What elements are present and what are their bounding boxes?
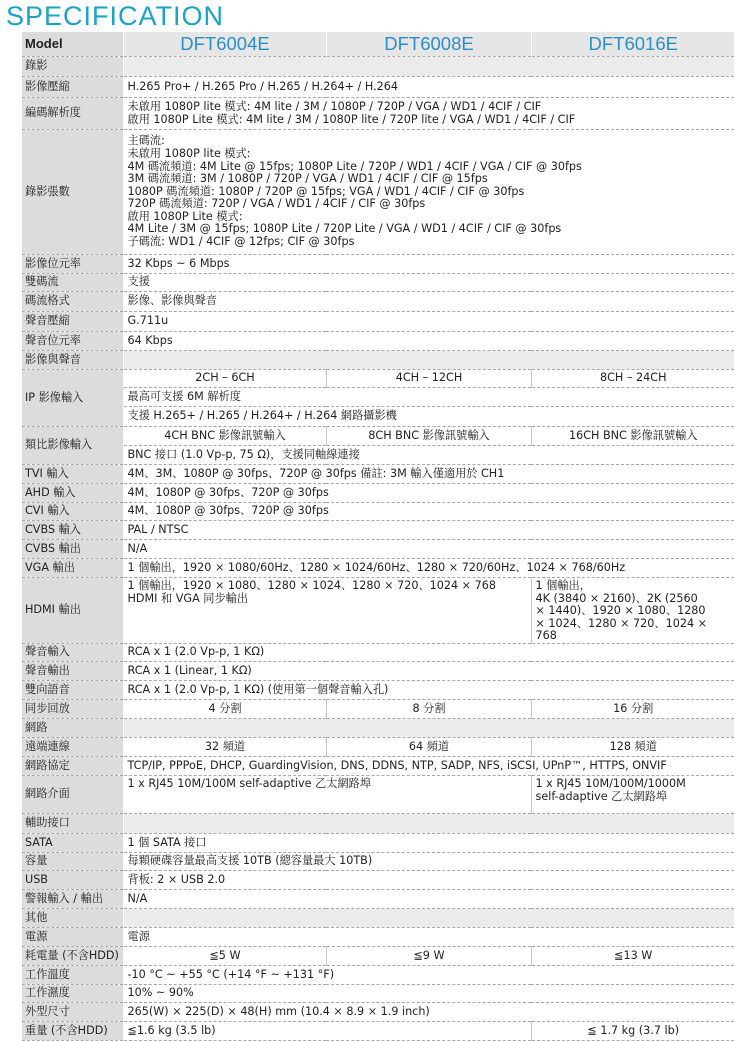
spec-row: [22, 984, 734, 1002]
section-row: [22, 57, 734, 77]
spec-row: [22, 1002, 734, 1021]
model-header-label: Model: [22, 32, 123, 57]
spec-label: 聲音位元率: [22, 332, 123, 351]
spec-row: [22, 870, 734, 889]
spec-label: 聲音壓縮: [22, 312, 123, 332]
spec-row: [22, 775, 734, 813]
spec-label: IP 影像輸入: [22, 370, 123, 427]
spec-row: [22, 77, 734, 98]
spec-row: [22, 407, 734, 427]
spec-label: 碼流格式: [22, 292, 123, 312]
spec-value: 主碼流: 未啟用 1080P lite 模式: 4M 碼流頻道: 4M Lite @ 15fps; 1080P Lite / 720P / WD1 / 4CIF / VGA / CIF @ 30fps 3M 碼流頻道: 3M / 1080P / 720P / VGA / WD1 / 4CIF / CIF @ 15fps 1080P 碼流頻道: 1080P / 720P @ 15fps; VGA / WD1 / 4CIF / CIF @ 30fps 720P 碼流頻道: 720P / VGA / WD1 / 4CIF / CIF @ 30fps 啟用 1080P Lite 模式: 4M Lite / 3M @ 15fps; 1080P Lite / 720P Lite / VGA / WD1 / 4CIF / CIF @ 30fps 子碼流: WD1 / 4CIF @ 12fps; CIF @ 30fps: [123, 130, 734, 255]
spec-value: 2CH – 6CH: [123, 370, 326, 388]
spec-row: [22, 927, 734, 946]
spec-label: 工作濕度: [22, 984, 123, 1002]
spec-value: 1 x RJ45 10M/100M self-adaptive 乙太網路埠: [123, 775, 531, 813]
spec-value: 4 分割: [123, 699, 326, 718]
section-row: [22, 351, 734, 370]
page-title: SPECIFICATION: [6, 1, 225, 31]
section-label: 輔助接口: [22, 813, 123, 833]
spec-row: [22, 427, 734, 446]
spec-value: G.711u: [123, 312, 734, 332]
spec-value: 未啟用 1080P lite 模式: 4M lite / 3M / 1080P / 720P / VGA / WD1 / 4CIF / CIF 啟用 1080P Lite 模式: 4M lite / 3M / 1080P lite / 720P lite / VGA / WD1 / 4CIF / CIF: [123, 98, 734, 130]
spec-label: 工作溫度: [22, 965, 123, 984]
section-row: [22, 718, 734, 737]
spec-label: 錄影張數: [22, 130, 123, 255]
spec-value: 每顆硬碟容量最高支援 10TB (總容量最大 10TB): [123, 852, 734, 870]
spec-value: 支援 H.265+ / H.265 / H.264+ / H.264 網路攝影機: [123, 407, 734, 427]
spec-value: 16CH BNC 影像訊號輸入: [531, 427, 734, 446]
spec-value: H.265 Pro+ / H.265 Pro / H.265 / H.264+ / H.264: [123, 77, 734, 98]
spec-value: 64 頻道: [326, 737, 531, 756]
spec-value: 電源: [123, 927, 734, 946]
spec-label: 影像壓縮: [22, 77, 123, 98]
spec-value: ≦5 W: [123, 946, 326, 965]
spec-label: SATA: [22, 833, 123, 852]
spec-label: 雙向語音: [22, 680, 123, 699]
spec-label: 耗電量 (不含HDD): [22, 946, 123, 965]
spec-row: [22, 540, 734, 559]
spec-row: [22, 680, 734, 699]
spec-label: 雙碼流: [22, 274, 123, 292]
spec-row: [22, 465, 734, 484]
spec-table: [22, 32, 734, 1041]
model-name: DFT6016E: [531, 32, 734, 57]
spec-row: [22, 98, 734, 130]
spec-row: [22, 130, 734, 255]
spec-value: 1 個輸出， 4K (3840 × 2160)、2K (2560 × 1440)、1920 × 1080、1280 × 1024、1280 × 720、1024 × 768: [531, 578, 734, 644]
spec-label: 同步回放: [22, 699, 123, 718]
spec-label: 編碼解析度: [22, 98, 123, 130]
spec-value: PAL / NTSC: [123, 521, 734, 540]
spec-row: [22, 521, 734, 540]
spec-row: [22, 756, 734, 775]
spec-value: 10% ~ 90%: [123, 984, 734, 1002]
spec-row: [22, 274, 734, 292]
section-label: 網路: [22, 718, 123, 737]
spec-row: [22, 446, 734, 465]
spec-row: [22, 833, 734, 852]
spec-label: 類比影像輸入: [22, 427, 123, 465]
spec-label: CVBS 輸入: [22, 521, 123, 540]
spec-value: 8 分割: [326, 699, 531, 718]
spec-value: 4CH – 12CH: [326, 370, 531, 388]
spec-row: [22, 370, 734, 388]
spec-label: 重量 (不含HDD): [22, 1021, 123, 1040]
spec-row: [22, 578, 734, 644]
section-row: [22, 908, 734, 927]
spec-label: HDMI 輸出: [22, 578, 123, 644]
spec-row: [22, 643, 734, 661]
spec-label: TVI 輸入: [22, 465, 123, 484]
spec-row: [22, 661, 734, 680]
model-name: DFT6004E: [123, 32, 326, 57]
spec-row: [22, 559, 734, 578]
section-row: [22, 813, 734, 833]
section-label: 影像與聲音: [22, 351, 123, 370]
spec-value: ≦1.6 kg (3.5 lb): [123, 1021, 531, 1040]
spec-label: AHD 輸入: [22, 484, 123, 503]
spec-value: N/A: [123, 540, 734, 559]
spec-value: 1 個輸出，1920 × 1080/60Hz、1280 × 1024/60Hz、1280 × 720/60Hz、1024 × 768/60Hz: [123, 559, 734, 578]
spec-value: 背板: 2 × USB 2.0: [123, 870, 734, 889]
model-header-row: [22, 32, 734, 57]
spec-value: -10 °C ~ +55 °C (+14 °F ~ +131 °F): [123, 965, 734, 984]
spec-row: [22, 312, 734, 332]
section-label: 其他: [22, 908, 123, 927]
spec-row: [22, 946, 734, 965]
spec-label: 聲音輸入: [22, 643, 123, 661]
spec-label: 網路介面: [22, 775, 123, 813]
spec-value: ≦9 W: [326, 946, 531, 965]
spec-label: 容量: [22, 852, 123, 870]
spec-row: [22, 699, 734, 718]
spec-label: 遠端連線: [22, 737, 123, 756]
spec-value: 32 頻道: [123, 737, 326, 756]
spec-row: [22, 889, 734, 908]
spec-value: RCA x 1 (2.0 Vp-p, 1 KΩ) (使用第一個聲音輸入孔): [123, 680, 734, 699]
spec-value: 4M、3M、1080P @ 30fps、720P @ 30fps 備註: 3M 輸入僅適用於 CH1: [123, 465, 734, 484]
section-label: 錄影: [22, 57, 123, 77]
spec-value: 影像、影像與聲音: [123, 292, 734, 312]
spec-value: ≦ 1.7 kg (3.7 lb): [531, 1021, 734, 1040]
spec-row: [22, 292, 734, 312]
spec-label: 電源: [22, 927, 123, 946]
spec-value: 8CH – 24CH: [531, 370, 734, 388]
spec-row: [22, 1021, 734, 1040]
spec-label: 警報輸入 / 輸出: [22, 889, 123, 908]
spec-value: 4CH BNC 影像訊號輸入: [123, 427, 326, 446]
spec-row: [22, 388, 734, 407]
spec-label: 影像位元率: [22, 255, 123, 274]
spec-value: 支援: [123, 274, 734, 292]
spec-row: [22, 737, 734, 756]
spec-label: VGA 輸出: [22, 559, 123, 578]
spec-value: N/A: [123, 889, 734, 908]
spec-value: 64 Kbps: [123, 332, 734, 351]
spec-value: BNC 接口 (1.0 Vp-p, 75 Ω)，支援同軸線連接: [123, 446, 734, 465]
spec-label: CVBS 輸出: [22, 540, 123, 559]
spec-label: USB: [22, 870, 123, 889]
spec-value: RCA x 1 (Linear, 1 KΩ): [123, 661, 734, 680]
spec-value: TCP/IP, PPPoE, DHCP, GuardingVision, DNS, DDNS, NTP, SADP, NFS, iSCSI, UPnP™, HTTPS, ONVIF: [123, 756, 734, 775]
spec-value: ≦13 W: [531, 946, 734, 965]
spec-row: [22, 255, 734, 274]
spec-row: [22, 852, 734, 870]
spec-row: [22, 965, 734, 984]
spec-value: 128 頻道: [531, 737, 734, 756]
spec-label: 網路協定: [22, 756, 123, 775]
spec-label: 聲音輸出: [22, 661, 123, 680]
spec-value: 1 個輸出，1920 × 1080、1280 × 1024、1280 × 720、1024 × 768 HDMI 和 VGA 同步輸出: [123, 578, 531, 644]
spec-value: 4M、1080P @ 30fps、720P @ 30fps: [123, 484, 734, 503]
spec-value: 16 分割: [531, 699, 734, 718]
spec-value: 4M、1080P @ 30fps、720P @ 30fps: [123, 503, 734, 521]
spec-value: 1 x RJ45 10M/100M/1000M self-adaptive 乙太網路埠: [531, 775, 734, 813]
spec-label: CVI 輸入: [22, 503, 123, 521]
spec-value: 32 Kbps ~ 6 Mbps: [123, 255, 734, 274]
spec-row: [22, 332, 734, 351]
spec-value: 1 個 SATA 接口: [123, 833, 734, 852]
spec-row: [22, 484, 734, 503]
spec-value: 最高可支援 6M 解析度: [123, 388, 734, 407]
spec-label: 外型尺寸: [22, 1002, 123, 1021]
spec-value: 265(W) × 225(D) × 48(H) mm (10.4 × 8.9 × 1.9 inch): [123, 1002, 734, 1021]
spec-value: RCA x 1 (2.0 Vp-p, 1 KΩ): [123, 643, 734, 661]
spec-row: [22, 503, 734, 521]
model-name: DFT6008E: [326, 32, 531, 57]
spec-value: 8CH BNC 影像訊號輸入: [326, 427, 531, 446]
